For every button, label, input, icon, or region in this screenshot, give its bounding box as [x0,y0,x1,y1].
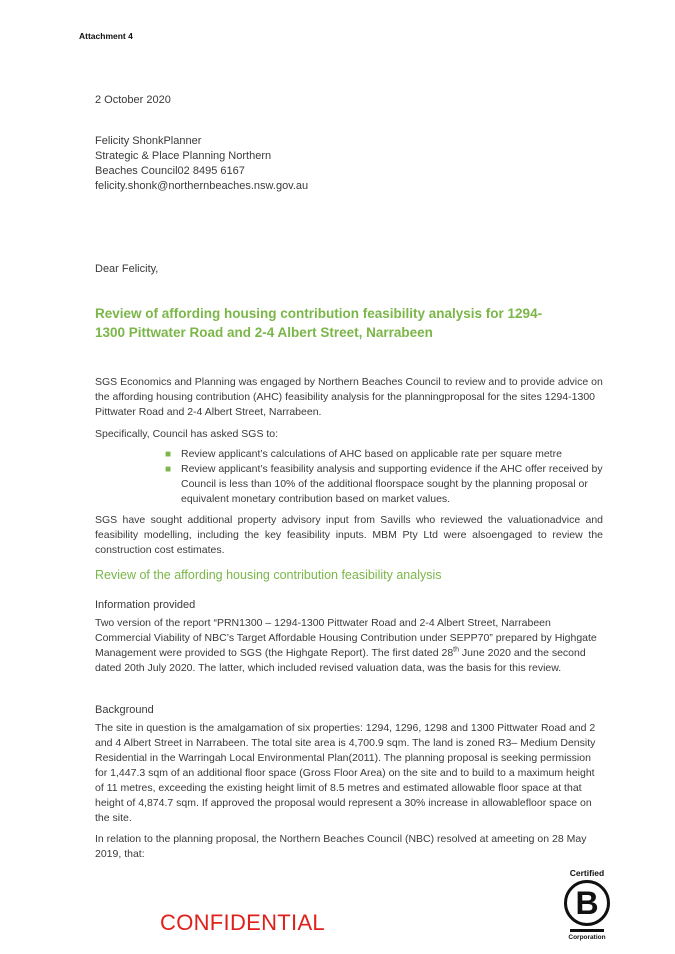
recipient-line: Beaches Council02 8495 6167 [95,165,245,177]
b-corp-logo [562,868,612,941]
paragraph-savills: SGS have sought additional property advisory input from Savills who reviewed the valuationadvice and feasibility modelling, including the key feasibility inputs. MBM Pty Ltd were alsoengaged to review the construction cost estimates. [95,514,603,556]
paragraph-intro: SGS Economics and Planning was engaged by Northern Beaches Council to review and to provide advice on the affording housing contribution (AHC) feasibility analysis for the planningproposal for the sites 1294-1300 Pittwater Road and 2-4 Albert Street, Narrabeen. [95,376,603,418]
salutation: Dear Felicity, [95,263,159,275]
recipient-email: felicity.shonk@northernbeaches.nsw.gov.au [95,180,309,192]
bullet-icon: ■ [165,449,172,460]
superscript: th [453,646,460,654]
attachment-label: Attachment 4 [79,31,133,41]
paragraph-text: June 2020 and the second dated 20th July 2020. The latter, which included revised valuation data, was the basis for this review. [95,647,586,674]
logo-circle-icon [564,880,610,926]
logo-certified-text: Certified [569,868,605,878]
paragraph-specifically: Specifically, Council has asked SGS to: [95,428,279,440]
list-item-text: Review applicant’s calculations of AHC based on applicable rate per square metre [181,448,562,460]
recipient-address [95,134,308,194]
section-heading: Review of the affording housing contribution feasibility analysis [95,568,442,582]
confidential-stamp: CONFIDENTIAL [160,910,325,935]
recipient-line: Felicity ShonkPlanner [95,135,202,147]
paragraph-resolution: In relation to the planning proposal, the Northern Beaches Council (NBC) resolved at ameeting on 28 May 2019, that: [95,833,587,860]
logo-letter: B [575,885,599,921]
paragraph-text: Two version of the report “PRN1300 – 1294-1300 Pittwater Road and 2-4 Albert Street, Narrabeen Commercial Viability of NBC’s Target Affordable Housing Contribution under SEPP70” prepared by Highgate Management were provided to SGS (the Highgate Report). The first dated 28 [95,617,597,659]
list-item [165,447,605,462]
scope-bullet-list [165,447,605,507]
letter-title: Review of affording housing contribution feasibility analysis for 1294-1300 Pittwater Road and 2-4 Albert Street, Narrabeen [95,306,543,340]
recipient-line: Strategic & Place Planning Northern [95,150,272,162]
logo-corporation-text: Corporation [568,934,606,941]
subheading-information: Information provided [95,599,196,611]
subheading-background: Background [95,704,154,716]
paragraph-information [95,616,603,676]
letter-date: 2 October 2020 [95,94,171,106]
logo-bar [570,929,604,932]
bullet-icon: ■ [165,464,172,475]
paragraph-background: The site in question is the amalgamation of six properties: 1294, 1296, 1298 and 1300 Pittwater Road and 2 and 4 Albert Street in Narrabeen. The total site area is 4,700.9 sqm. The land is zoned R3– Medium Density Residential in the Warringah Local Environmental Plan(2011). The planning proposal is seeking permission for 1,447.3 sqm of an additional floor space (Gross Floor Area) on the site and to build to a maximum height of 11 metres, exceeding the existing height limit of 8.5 metres and estimated allowable floor space at that height of 4,874.7 sqm. If approved the proposal would represent a 30% increase in allowablefloor space on the site. [95,722,596,824]
list-item [165,462,605,507]
list-item-text: Review applicant’s feasibility analysis and supporting evidence if the AHC offer received by Council is less than 10% of the additional floorspace sought by the planning proposal or equivalent monetary contribution based on market values. [181,463,603,505]
